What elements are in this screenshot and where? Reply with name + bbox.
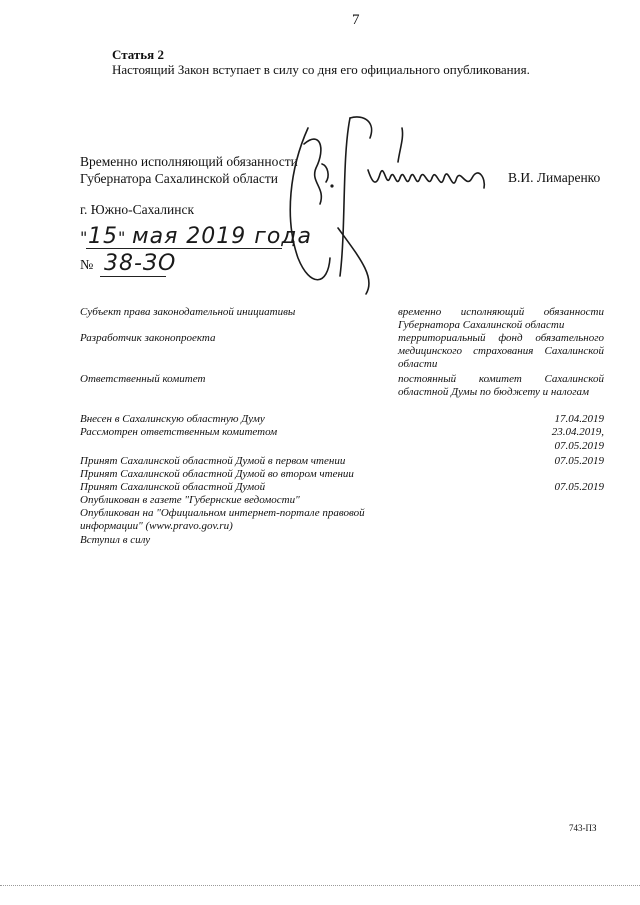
committee-value: постоянный комитет Сахалинской областной Думы по бюджету и налогам	[398, 373, 604, 398]
signer-title	[80, 153, 298, 187]
initiative-subject-value: временно исполняющий обязанности Губернатора Сахалинской области	[398, 306, 604, 331]
reviewed-label: Рассмотрен ответственным комитетом	[80, 426, 278, 438]
developer-label: Разработчик законопроекта	[80, 332, 216, 344]
document-code: 743-ПЗ	[569, 823, 597, 833]
reviewed-date-2: 07.05.2019	[554, 440, 604, 452]
first-reading-label: Принят Сахалинской областной Думой в первом чтении	[80, 455, 346, 467]
published-newspaper-label: Опубликован в газете "Губернские ведомости"	[80, 494, 300, 506]
scan-edge-noise	[0, 885, 640, 887]
adopted-label: Принят Сахалинской областной Думой	[80, 481, 266, 493]
law-number: 38-ЗО	[104, 251, 177, 276]
number-sign: №	[80, 258, 94, 273]
date-underline	[86, 248, 282, 249]
handwritten-signature	[280, 108, 510, 298]
submitted-label: Внесен в Сахалинскую областную Думу	[80, 413, 265, 425]
submitted-date: 17.04.2019	[554, 413, 604, 425]
second-reading-label: Принят Сахалинской областной Думой во втором чтении	[80, 468, 354, 480]
number-underline	[100, 276, 166, 277]
signer-title-line2: Губернатора Сахалинской области	[80, 171, 278, 186]
date-day: 15	[88, 224, 118, 249]
published-portal-line1: Опубликован на "Официальном интернет-портале правовой	[80, 507, 365, 519]
committee-label: Ответственный комитет	[80, 373, 206, 385]
effective-label: Вступил в силу	[80, 534, 151, 546]
city: г. Южно-Сахалинск	[80, 202, 195, 217]
date-quote-open: "	[80, 228, 89, 247]
reviewed-date-1: 23.04.2019,	[551, 426, 604, 438]
date-month-year: мая 2019 года	[132, 224, 312, 249]
page-number: 7	[352, 12, 360, 28]
signer-name: В.И. Лимаренко	[508, 170, 601, 185]
published-portal-line2: информации" (www.pravo.gov.ru)	[80, 520, 233, 532]
initiative-subject-label: Субъект права законодательной инициативы	[80, 306, 296, 318]
developer-value: территориальный фонд обязательного медицинского страхования Сахалинской области	[398, 332, 604, 370]
article-text: Настоящий Закон вступает в силу со дня его официального опубликования.	[112, 62, 530, 77]
adopted-date: 07.05.2019	[554, 481, 604, 493]
signer-title-line1: Временно исполняющий обязанности	[80, 154, 298, 169]
date-quote-close: "	[118, 228, 127, 247]
article-heading: Статья 2	[112, 47, 164, 62]
first-reading-date: 07.05.2019	[554, 455, 604, 467]
